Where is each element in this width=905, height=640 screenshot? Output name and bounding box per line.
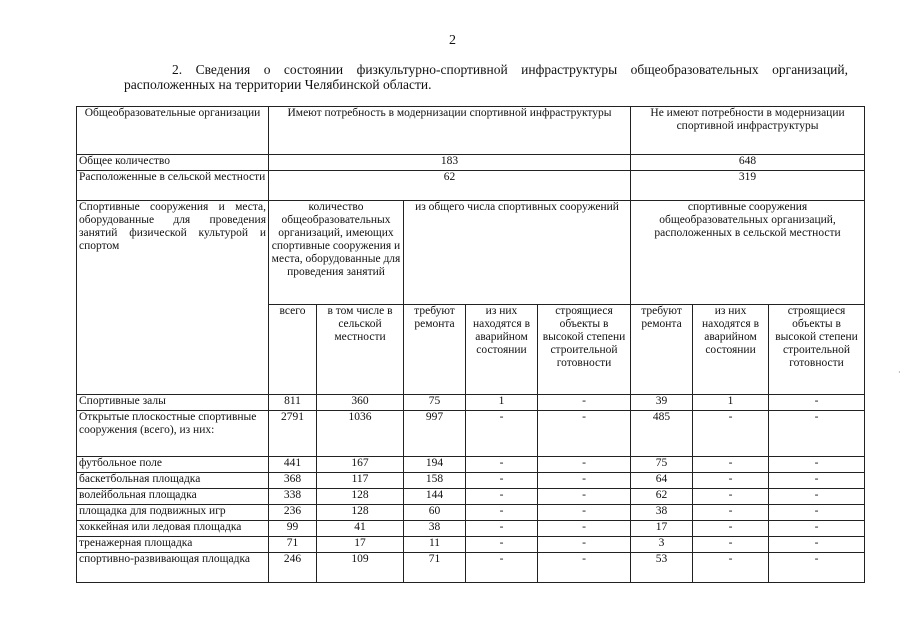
table-body — [77, 395, 865, 583]
margin-mark: · — [898, 368, 901, 377]
cell-r-constr: - — [769, 521, 865, 537]
table-row — [77, 473, 865, 489]
cell-r-constr: - — [769, 553, 865, 583]
cell-constr: - — [538, 411, 631, 457]
infrastructure-table — [76, 106, 865, 583]
summary-no-need-value: 319 — [631, 171, 865, 201]
cell-rural: 128 — [317, 489, 404, 505]
cell-rural: 41 — [317, 521, 404, 537]
cell-repair: 158 — [404, 473, 466, 489]
cell-r-repair: 75 — [631, 457, 693, 473]
summary-label: Общее количество — [77, 155, 269, 171]
cell-r-constr: - — [769, 537, 865, 553]
cell-total: 99 — [269, 521, 317, 537]
cell-r-emerg: - — [693, 411, 769, 457]
header-need-modernization: Имеют потребность в модернизации спортивной инфраструктуры — [269, 107, 631, 155]
cell-emerg: 1 — [466, 395, 538, 411]
cell-repair: 997 — [404, 411, 466, 457]
table-row — [77, 537, 865, 553]
cell-r-emerg: - — [693, 489, 769, 505]
table-row — [77, 395, 865, 411]
cell-r-emerg: - — [693, 505, 769, 521]
cell-r-constr: - — [769, 395, 865, 411]
cell-rural: 17 — [317, 537, 404, 553]
cell-total: 811 — [269, 395, 317, 411]
row-label: тренажерная площадка — [77, 537, 269, 553]
cell-total: 236 — [269, 505, 317, 521]
cell-repair: 38 — [404, 521, 466, 537]
subheader-construction: строящиеся объекты в высокой степени строительной готовности — [538, 305, 631, 395]
cell-emerg: - — [466, 537, 538, 553]
cell-r-emerg: - — [693, 521, 769, 537]
subheader-total: всего — [269, 305, 317, 395]
row-header-facilities: Спортивные сооружения и места, оборудованные для проведения занятий физической культурой и спортом — [77, 201, 269, 395]
cell-constr: - — [538, 473, 631, 489]
row-label: волейбольная площадка — [77, 489, 269, 505]
cell-r-repair: 62 — [631, 489, 693, 505]
summary-no-need-value: 648 — [631, 155, 865, 171]
subheader-rural-construction: строящиеся объекты в высокой степени строительной готовности — [769, 305, 865, 395]
cell-repair: 194 — [404, 457, 466, 473]
cell-r-constr: - — [769, 489, 865, 505]
summary-need-value: 183 — [269, 155, 631, 171]
heading-text: Сведения о состоянии физкультурно-спортивной инфраструктуры общеобразовательных организаций, расположенных на территории Челябинской области. — [124, 62, 849, 92]
row-label: Открытые плоскостные спортивные сооружения (всего), из них: — [77, 411, 269, 457]
cell-constr: - — [538, 489, 631, 505]
header-count-organizations: количество общеобразовательных организаций, имеющих спортивные сооружения и места, оборудованные для проведения занятий — [269, 201, 404, 305]
cell-emerg: - — [466, 489, 538, 505]
cell-constr: - — [538, 553, 631, 583]
summary-label: Расположенные в сельской местности — [77, 171, 269, 201]
section-heading — [124, 62, 848, 92]
cell-total: 338 — [269, 489, 317, 505]
cell-emerg: - — [466, 505, 538, 521]
cell-r-emerg: - — [693, 473, 769, 489]
row-label: баскетбольная площадка — [77, 473, 269, 489]
cell-r-repair: 39 — [631, 395, 693, 411]
cell-r-constr: - — [769, 473, 865, 489]
cell-rural: 1036 — [317, 411, 404, 457]
cell-repair: 71 — [404, 553, 466, 583]
cell-rural: 117 — [317, 473, 404, 489]
cell-r-emerg: 1 — [693, 395, 769, 411]
cell-repair: 75 — [404, 395, 466, 411]
cell-emerg: - — [466, 457, 538, 473]
subheader-incl-rural: в том числе в сельской местности — [317, 305, 404, 395]
cell-r-constr: - — [769, 457, 865, 473]
cell-r-emerg: - — [693, 457, 769, 473]
cell-r-repair: 3 — [631, 537, 693, 553]
header-organizations: Общеобразовательные организации — [77, 107, 269, 155]
header-no-need-modernization: Не имеют потребности в модернизации спортивной инфраструктуры — [631, 107, 865, 155]
cell-total: 71 — [269, 537, 317, 553]
subheader-emergency: из них находятся в аварийном состоянии — [466, 305, 538, 395]
row-label: футбольное поле — [77, 457, 269, 473]
cell-emerg: - — [466, 521, 538, 537]
heading-number: 2. — [172, 62, 183, 77]
cell-rural: 360 — [317, 395, 404, 411]
table-row — [77, 505, 865, 521]
cell-r-constr: - — [769, 411, 865, 457]
subheader-rural-repair: требуют ремонта — [631, 305, 693, 395]
cell-constr: - — [538, 537, 631, 553]
cell-r-repair: 17 — [631, 521, 693, 537]
cell-r-repair: 38 — [631, 505, 693, 521]
header-of-total-facilities: из общего числа спортивных сооружений — [404, 201, 631, 305]
table-row — [77, 457, 865, 473]
cell-repair: 144 — [404, 489, 466, 505]
table-row — [77, 489, 865, 505]
subheader-rural-emergency: из них находятся в аварийном состоянии — [693, 305, 769, 395]
cell-total: 2791 — [269, 411, 317, 457]
cell-r-repair: 53 — [631, 553, 693, 583]
page-number: 2 — [449, 33, 456, 48]
cell-constr: - — [538, 457, 631, 473]
cell-r-emerg: - — [693, 553, 769, 583]
cell-repair: 60 — [404, 505, 466, 521]
table-row — [77, 521, 865, 537]
cell-repair: 11 — [404, 537, 466, 553]
cell-constr: - — [538, 505, 631, 521]
cell-rural: 128 — [317, 505, 404, 521]
row-label: хоккейная или ледовая площадка — [77, 521, 269, 537]
table-row — [77, 553, 865, 583]
cell-rural: 167 — [317, 457, 404, 473]
summary-need-value: 62 — [269, 171, 631, 201]
header-rural-facilities: спортивные сооружения общеобразовательных организаций, расположенных в сельской местности — [631, 201, 865, 305]
cell-constr: - — [538, 521, 631, 537]
cell-rural: 109 — [317, 553, 404, 583]
cell-emerg: - — [466, 473, 538, 489]
cell-r-emerg: - — [693, 537, 769, 553]
row-label: спортивно-развивающая площадка — [77, 553, 269, 583]
cell-total: 246 — [269, 553, 317, 583]
cell-emerg: - — [466, 553, 538, 583]
cell-emerg: - — [466, 411, 538, 457]
cell-constr: - — [538, 395, 631, 411]
cell-r-repair: 485 — [631, 411, 693, 457]
cell-total: 368 — [269, 473, 317, 489]
table-row — [77, 411, 865, 457]
cell-r-constr: - — [769, 505, 865, 521]
row-label: площадка для подвижных игр — [77, 505, 269, 521]
row-label: Спортивные залы — [77, 395, 269, 411]
subheader-repair: требуют ремонта — [404, 305, 466, 395]
cell-total: 441 — [269, 457, 317, 473]
cell-r-repair: 64 — [631, 473, 693, 489]
